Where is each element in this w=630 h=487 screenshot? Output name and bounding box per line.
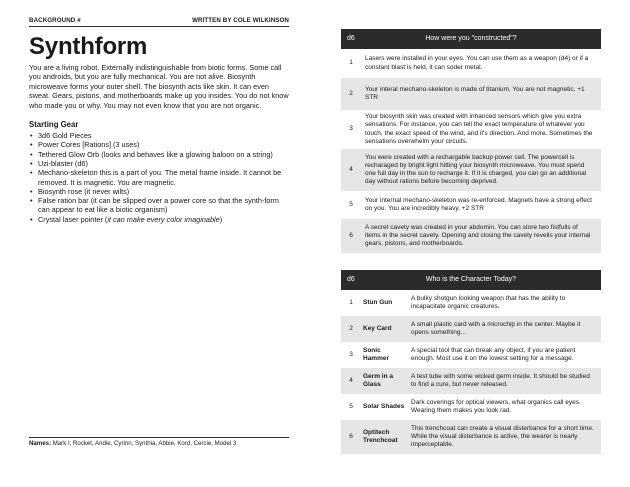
roll-number: 5: [349, 402, 353, 410]
item-name: Germ in a Glass: [363, 372, 393, 388]
intro-paragraph: You are a living robot. Externally indistinguishable from biotic forms. Some call you androids, but you are fully mechanical. You are not alive. Biosynth microweave forms your outer shell. The biosynth acts like skin. It can even sweat. Gears, pistons, and motherboards make up you insides. You do not know who made you or why. You may not even know that you are not organic.: [29, 63, 289, 110]
table-row: [341, 290, 601, 316]
construction-table-title: How were you "constructed"?: [425, 34, 517, 42]
roll-result: Lasers were installed in your eyes. You can use them as a weapon (d4) or if a constant blast is held, it can soder metal.: [365, 55, 589, 71]
table-row: [341, 110, 601, 149]
roll-result: A secret cavety was created in your abdomin. You can store two fistfulls of items in the secret cavety. Opening and closing the cavety reveils your internal gears, pistons, and motherboards.: [365, 223, 591, 248]
die-label: d6: [347, 34, 355, 42]
character-table-title: Who is the Character Today?: [425, 275, 517, 283]
roll-number: 2: [349, 89, 353, 97]
table-row: [341, 342, 601, 368]
starting-gear-list: [29, 131, 289, 224]
construction-table: [341, 29, 601, 253]
roll-number: 6: [349, 432, 353, 440]
item-name: Optitech Trenchcoat: [363, 428, 398, 444]
page-title: Synthform: [29, 33, 148, 60]
item-name: Sonic Hammer: [363, 346, 390, 362]
roll-number: 1: [349, 298, 353, 306]
construction-table-header: [341, 29, 601, 49]
table-row: [341, 78, 601, 110]
names-label: Names:: [29, 440, 52, 447]
item-name: Key Card: [363, 324, 392, 332]
names-value: Mark I, Rocket, Andie, Cyrinn, Synthia, Abbie, Kord, Cercie, Model 3: [52, 440, 237, 447]
character-today-table: [341, 270, 601, 454]
item-name: Stun Gun: [363, 298, 393, 306]
item-description: This trenchcoat can create a visual disterbance for a short time. While the visual disterbance is active, the wearer is nearly imperceptable.: [411, 424, 594, 449]
roll-number: 5: [349, 200, 353, 208]
die-label: d6: [347, 275, 355, 283]
table-row: [341, 394, 601, 420]
roll-number: 4: [349, 376, 353, 384]
gear-item: • Crystal laser pointer (it can make every color imaginable): [29, 215, 289, 224]
gear-item: • False ration bar (it can be slipped over a power core so that the synth-form can appear to eat like a biotic organism): [29, 196, 289, 215]
item-description: A small plastic card with a microchip in the center. Maybe it opens something…: [411, 320, 581, 336]
roll-number: 3: [349, 125, 353, 133]
item-description: A bulky shotgun looking weapon that has the ability to incapacitate organic creatures.: [411, 294, 566, 310]
gear-item: • Uzi-blaster (d6): [29, 159, 289, 168]
roll-number: 2: [349, 324, 353, 332]
item-description: A test tube with some wicked germ inside. It should be studied to find a cure, but never released.: [411, 372, 590, 388]
table-row: [341, 420, 601, 454]
gear-item-italic-note: it can make every color imaginable: [107, 214, 220, 224]
table-row: [341, 368, 601, 394]
roll-result: Your interal mechano-skeleton is made of titanium. You are not magnetic. +1 STR: [365, 85, 585, 101]
roll-number: 3: [349, 350, 353, 358]
table-row: [341, 219, 601, 253]
roll-number: 1: [349, 59, 353, 67]
gear-item: • Tethered Glow Orb (looks and behaves like a glowing baloon on a string): [29, 150, 289, 159]
character-table-header: [341, 270, 601, 290]
gear-item: • Power Cores [Rations] (3 uses): [29, 140, 289, 149]
names-line: [29, 437, 289, 447]
roll-result: You were created with a rechargable backup power cell. The powercell is recharaged by bright light hitting your biosynth microweave. You must spend one full day in the sun to recharge it. If it is charged, you can go an additional day without rations before becoming deprived.: [365, 153, 587, 186]
author-credit: WRITTEN BY COLE WILKINSON: [192, 17, 289, 24]
item-description: A special tool that can break any object, if you are patient enough. Most use it on the lowest setting for a message.: [411, 346, 576, 362]
starting-gear-heading: Starting Gear: [29, 120, 79, 130]
table-row: [341, 316, 601, 342]
table-row: [341, 191, 601, 219]
gear-item: • Biosynth rose (it never wilts): [29, 187, 289, 196]
background-number-label: BACKGROUND #: [29, 17, 81, 24]
page-header: [29, 17, 289, 27]
table-row: [341, 49, 601, 78]
item-description: Dark coverings for optical viewers, what organics call eyes. Wearing them makes you look rad.: [411, 398, 581, 414]
left-page: [29, 17, 289, 449]
gear-item: • Mechano-skeleton this is a part of you. The metal frame inside. It cannot be removed. It is magnetic. You are magnetic.: [29, 168, 289, 187]
roll-result: Your biosynth skin was created with inhanced sensors which give you extra sensations. For instance, you can tell the exact temperature of whatever you touch, the exact speed of the wind, and it's direction. And more. Sometimes the sensations overwhelm your circuits.: [365, 113, 593, 145]
table-row: [341, 149, 601, 191]
item-name: Solar Shades: [363, 402, 405, 410]
gear-item: • 3d6 Gold Pieces: [29, 131, 289, 140]
roll-number: 4: [349, 165, 353, 173]
roll-number: 6: [349, 231, 353, 239]
roll-result: Your internal mechano-skeleton was re-enforced. Magnets have a strong effect on you. You are incredibly heavy. +2 STR: [365, 196, 592, 212]
